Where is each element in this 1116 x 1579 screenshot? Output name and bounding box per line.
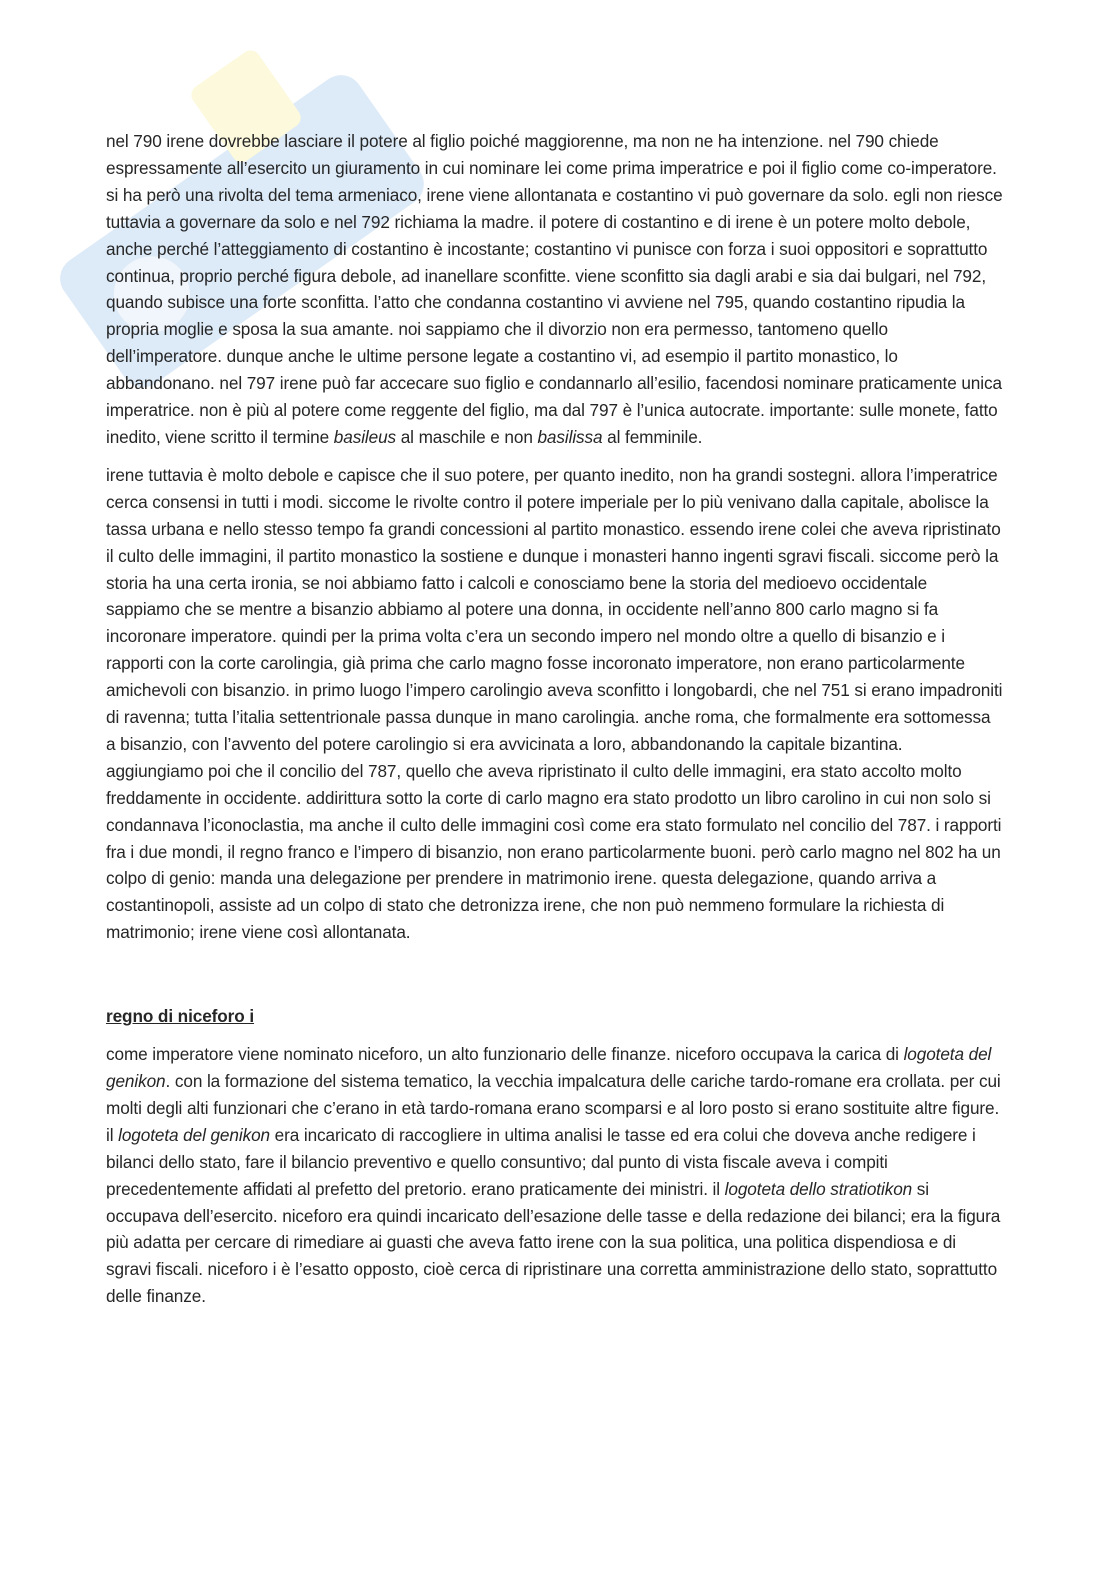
- text-span: nel 790 irene dovrebbe lasciare il potere al figlio poiché maggiorenne, ma non ne ha intenzione. nel 790 chiede espressamente all’esercito un giuramento in cui nominare lei come prima imperatrice e poi il figlio come co-imperatore. si ha però una rivolta del tema armeniaco, irene viene allontanata e costantino vi può governare da solo. egli non riesce tuttavia a governare da solo e nel 792 richiama la madre. il potere di costantino e di irene è un potere molto debole, anche perché l’atteggiamento di costantino è incostante; costantino vi punisce con forza i suoi oppositori e soprattutto continua, proprio perché figura debole, ad inanellare sconfitte. viene sconfitto sia dagli arabi e sia dai bulgari, nel 792, quando subisce una forte sconfitta. l’atto che condanna costantino vi avviene nel 795, quando costantino ripudia la propria moglie e sposa la sua amante. noi sappiamo che il divorzio non era permesso, tantomeno quello dell’imperatore. dunque anche le ultime persone legate a costantino vi, ad esempio il partito monastico, lo abbandonano. nel 797 irene può far accecare suo figlio e condannarlo all’esilio, facendosi nominare praticamente unica imperatrice. non è più al potere come reggente del figlio, ma dal 797 è l’unica autocrate. importante: sulle monete, fatto inedito, viene scritto il termine: [106, 131, 1003, 447]
- paragraph-niceforo: [106, 1041, 1004, 1310]
- section-gap: [106, 957, 1004, 1003]
- text-span: come imperatore viene nominato niceforo, un alto funzionario delle finanze. niceforo occupava la carica di: [106, 1044, 904, 1065]
- italic-term-logoteta-genikon: logoteta del genikon: [118, 1124, 270, 1145]
- paragraph-irene-weakness: irene tuttavia è molto debole e capisce che il suo potere, per quanto inedito, non ha grandi sostegni. allora l’imperatrice cerca consensi in tutti i modi. siccome le rivolte contro il potere imperiale per lo più venivano dalla capitale, abolisce la tassa urbana e nello stesso tempo fa grandi concessioni al partito monastico. essendo irene colei che aveva ripristinato il culto delle immagini, il partito monastico la sostiene e dunque i monasteri hanno ingenti sgravi fiscali. siccome però la storia ha una certa ironia, se noi abbiamo fatto i calcoli e conosciamo bene la storia del medioevo occidentale sappiamo che se mentre a bisanzio abbiamo al potere una donna, in occidente nell’anno 800 carlo magno si fa incoronare imperatore. quindi per la prima volta c’era un secondo impero nel mondo oltre a quello di bisanzio e i rapporti con la corte carolingia, già prima che carlo magno fosse incoronato imperatore, non erano particolarmente amichevoli con bisanzio. in primo luogo l’impero carolingio aveva sconfitto i longobardi, che nel 751 si erano impadroniti di ravenna; tutta l’italia settentrionale passa dunque in mano carolingia. anche roma, che formalmente era sottomessa a bisanzio, con l’avvento del potere carolingio si era avvicinata a loro, abbandonando la capitale bizantina. aggiungiamo poi che il concilio del 787, quello che aveva ripristinato il culto delle immagini, era stato accolto molto freddamente in occidente. addirittura sotto la corte di carlo magno era stato prodotto un libro carolino in cui non solo si condannava l’iconoclastia, ma anche il culto delle immagini così come era stato formulato nel concilio del 787. i rapporti fra i due mondi, il regno franco e l’impero di bisanzio, non erano particolarmente buoni. però carlo magno nel 802 ha un colpo di genio: manda una delegazione per prendere in matrimonio irene. questa delegazione, quando arriva a costantinopoli, assiste ad un colpo di stato che detronizza irene, che non può nemmeno formulare la richiesta di matrimonio; irene viene così allontanata.: [106, 464, 1003, 943]
- text-span: era incaricato di raccogliere in ultima analisi le tasse ed era colui che doveva anche redigere i bilanci dello stato, fare il bilancio preventivo e quello consuntivo; dal punto di vista fiscale aveva i compiti precedentemente affidati al prefetto del pretorio. erano praticamente dei ministri. il: [106, 1124, 976, 1199]
- text-span: . con la formazione del sistema tematico, la vecchia impalcatura delle cariche tardo-romane era crollata. per cui molti degli alti funzionari che c’erano in età tardo-romana erano scomparsi e al loro posto si erano sostituite altre figure. il: [106, 1071, 1001, 1145]
- text-span: si occupava dell’esercito. niceforo era quindi incaricato dell’esazione delle tasse e della redazione dei bilanci; era la figura più adatta per cercare di rimediare ai guasti che aveva fatto irene con la sua politica, una politica dispendiosa e di sgravi fiscali. niceforo i è l’esatto opposto, cioè cerca di ripristinare una corretta amministrazione dello stato, soprattutto delle finanze.: [106, 1178, 1001, 1307]
- text-span: al maschile e non: [396, 426, 538, 447]
- italic-term-basilissa: basilissa: [537, 426, 603, 447]
- paragraph-irene-reign: [106, 128, 1004, 451]
- italic-term-basileus: basileus: [333, 426, 397, 447]
- section-heading: regno di niceforo i: [106, 1006, 255, 1027]
- document-page: [106, 128, 1004, 1321]
- italic-term-logoteta-stratiotikon: logoteta dello stratiotikon: [724, 1178, 913, 1199]
- italic-term-logoteta-genikon: logoteta del genikon: [106, 1044, 992, 1091]
- text-span: al femminile.: [602, 426, 703, 447]
